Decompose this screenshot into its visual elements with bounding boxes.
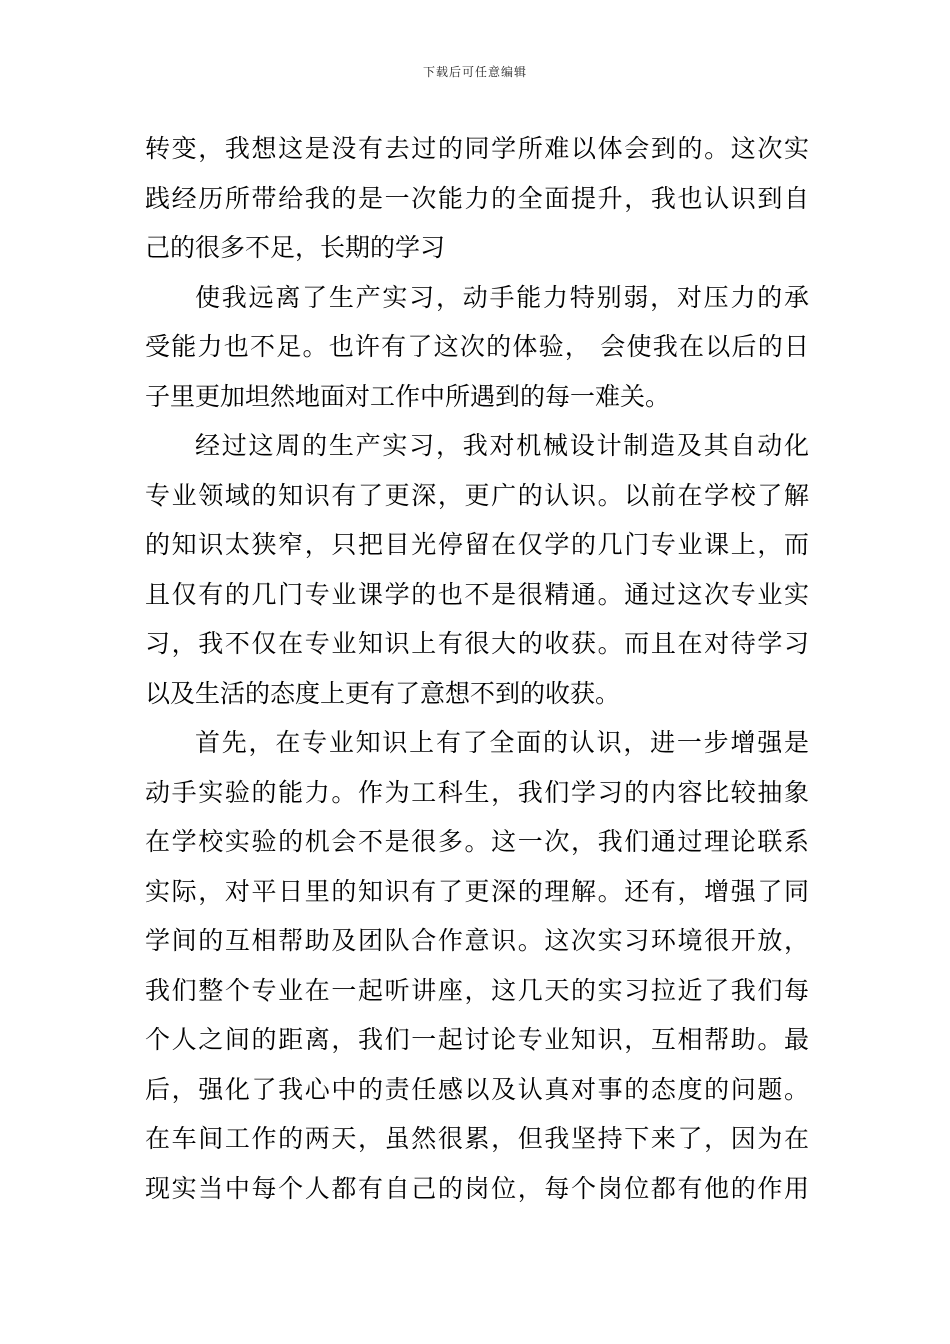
text-line: 己的很多不足，长期的学习 bbox=[145, 233, 446, 262]
text-line: 受能力也不足。也许有了这次的体验， 会使我在以后的日 bbox=[145, 332, 809, 361]
body-text bbox=[145, 124, 809, 1213]
text-line: 的知识太狭窄，只把目光停留在仅学的几门专业课上，而 bbox=[145, 530, 809, 559]
text-line: 经过这周的生产实习，我对机械设计制造及其自动化 bbox=[195, 431, 809, 460]
paragraph bbox=[145, 718, 809, 1213]
text-line: 现实当中每个人都有自己的岗位，每个岗位都有他的作用 bbox=[145, 1173, 809, 1203]
text-line: 实际，对平日里的知识有了更深的理解。还有，增强了同 bbox=[145, 876, 809, 906]
page-header: 下载后可任意编辑 bbox=[422, 65, 527, 79]
text-line: 动手实验的能力。作为工科生，我们学习的内容比较抽象 bbox=[145, 777, 809, 807]
text-line: 践经历所带给我的是一次能力的全面提升，我也认识到自 bbox=[145, 183, 809, 213]
text-line: 转变，我想这是没有去过的同学所难以体会到的。这次实 bbox=[145, 134, 809, 163]
text-line: 习，我不仅在专业知识上有很大的收获。而且在对待学习 bbox=[145, 629, 809, 658]
text-line: 个人之间的距离，我们一起讨论专业知识，互相帮助。最 bbox=[145, 1025, 809, 1054]
text-line: 专业领域的知识有了更深，更广的认识。以前在学校了解 bbox=[145, 480, 809, 510]
text-line: 在车间工作的两天，虽然很累，但我坚持下来了，因为在 bbox=[145, 1124, 809, 1153]
paragraph bbox=[145, 421, 809, 718]
text-line: 以及生活的态度上更有了意想不到的收获。 bbox=[145, 678, 621, 708]
text-line: 首先，在专业知识上有了全面的认识，进一步增强是 bbox=[195, 728, 809, 757]
paragraph bbox=[145, 124, 809, 273]
text-line: 学间的互相帮助及团队合作意识。这次实习环境很开放， bbox=[145, 926, 809, 955]
text-line: 我们整个专业在一起听讲座，这几天的实习拉近了我们每 bbox=[145, 975, 809, 1005]
paragraph bbox=[145, 273, 809, 422]
text-line: 且仅有的几门专业课学的也不是很精通。通过这次专业实 bbox=[145, 579, 809, 609]
text-line: 后，强化了我心中的责任感以及认真对事的态度的问题。 bbox=[145, 1074, 809, 1104]
text-line: 在学校实验的机会不是很多。这一次，我们通过理论联系 bbox=[145, 827, 809, 856]
text-line: 使我远离了生产实习，动手能力特别弱，对压力的承 bbox=[195, 282, 809, 312]
text-line: 子里更加坦然地面对工作中所遇到的每一难关。 bbox=[145, 381, 671, 411]
